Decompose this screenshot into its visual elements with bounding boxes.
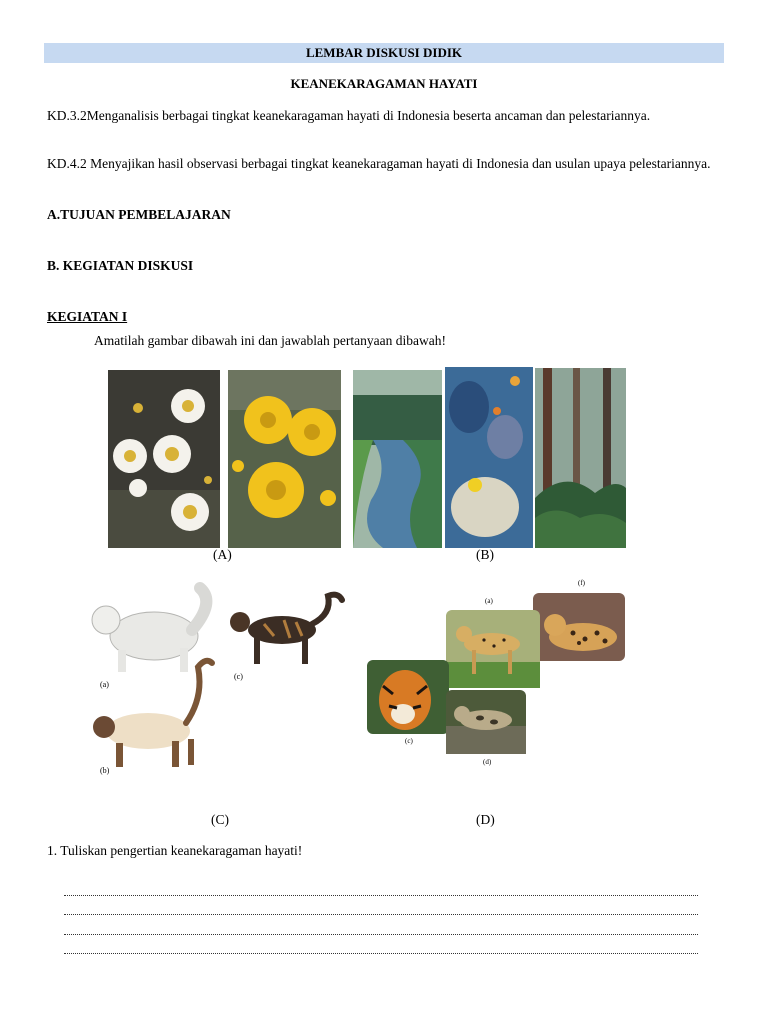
cat-tabby-illustration [224, 590, 348, 670]
cat-label-c: (c) [234, 672, 243, 681]
coral-reef-photo [445, 367, 533, 548]
caption-d: (D) [476, 812, 495, 827]
clouded-leopard-photo [446, 690, 526, 754]
flower-photo-white [108, 370, 220, 548]
bigcat-label-a: (a) [485, 597, 493, 605]
instruction-text: Amatilah gambar dibawah ini dan jawablah pertanyaan dibawah! [94, 333, 446, 348]
section-tujuan: A.TUJUAN PEMBELAJARAN [47, 207, 231, 222]
caption-c: (C) [211, 812, 229, 827]
section-kegiatan-diskusi: B. KEGIATAN DISKUSI [47, 258, 194, 273]
page-title: LEMBAR DISKUSI DIDIK [44, 43, 724, 63]
cat-label-a: (a) [100, 680, 109, 689]
leopard-photo [533, 593, 625, 661]
kegiatan-1-heading: KEGIATAN I [47, 309, 128, 324]
answer-line-3[interactable] [64, 934, 698, 935]
tiger-photo [367, 660, 449, 734]
answer-line-2[interactable] [64, 914, 698, 915]
page-subtitle: KEANEKARAGAMAN HAYATI [290, 76, 478, 91]
answer-line-4[interactable] [64, 953, 698, 954]
bigcat-label-c: (c) [405, 737, 413, 745]
cat-label-b: (b) [100, 766, 110, 775]
bigcat-label-d: (d) [483, 758, 492, 766]
river-ecosystem-photo [353, 370, 442, 548]
caption-a: (A) [213, 547, 232, 562]
cat-siamese-illustration [88, 657, 218, 772]
kd-3-2: KD.3.2Menganalisis berbagai tingkat keanekaragaman hayati di Indonesia beserta ancaman dan pelestariannya. [47, 108, 651, 123]
forest-photo [535, 368, 626, 548]
caption-b: (B) [476, 547, 494, 562]
bigcat-label-f: (f) [578, 579, 585, 587]
flower-photo-yellow [228, 370, 341, 548]
answer-line-1[interactable] [64, 895, 698, 896]
question-1: 1. Tuliskan pengertian keanekaragaman hayati! [47, 843, 303, 858]
cheetah-photo [446, 610, 540, 688]
kd-4-2: KD.4.2 Menyajikan hasil observasi berbagai tingkat keanekaragaman hayati di Indonesia dan usulan upaya pelestariannya. [47, 156, 711, 171]
